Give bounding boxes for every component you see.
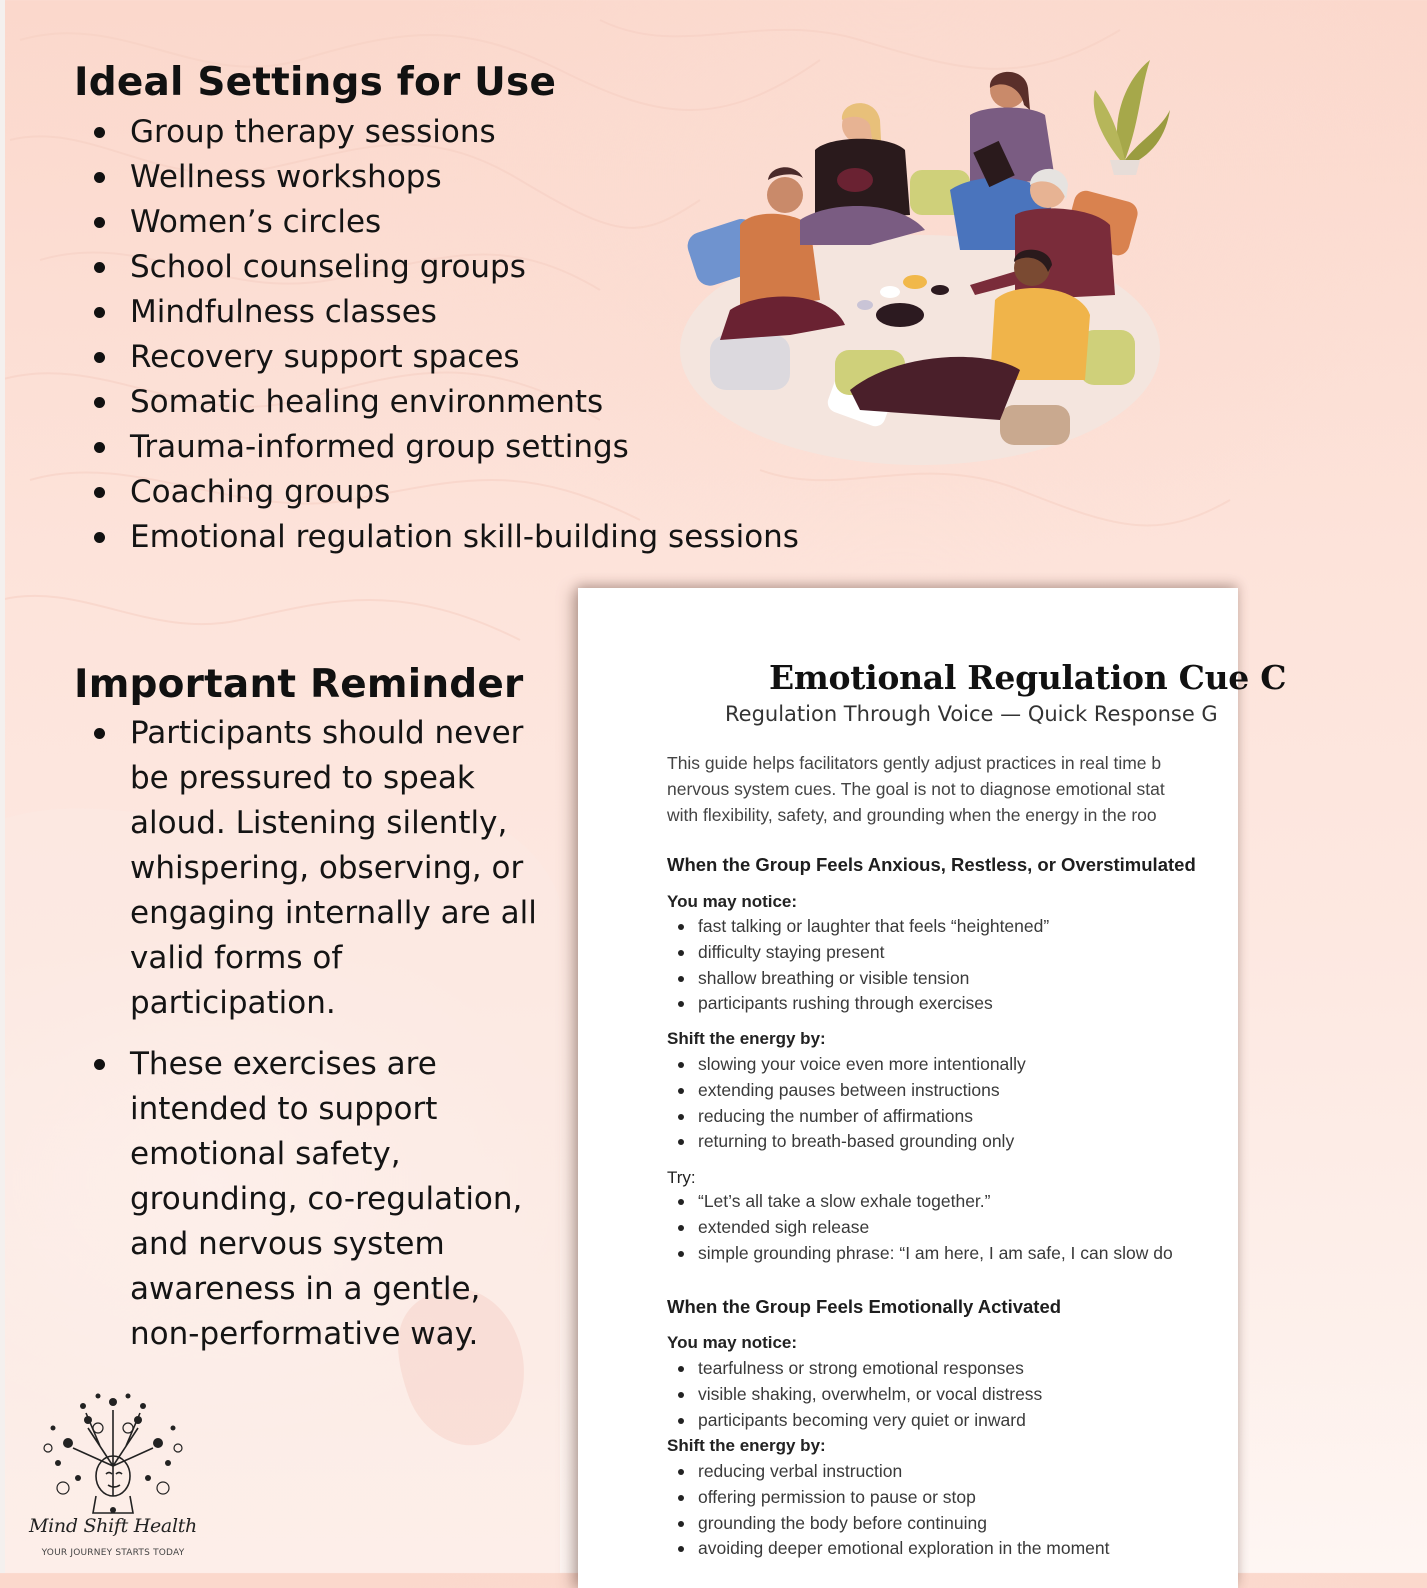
shift-list xyxy=(667,1459,1367,1562)
list-item: Trauma-informed group settings xyxy=(74,425,874,470)
intro-line: nervous system cues. The goal is not to diagnose emotional stat xyxy=(667,779,1165,799)
list-item: slowing your voice even more intentionally xyxy=(667,1052,1367,1078)
list-item: Coaching groups xyxy=(74,470,874,515)
plant-icon xyxy=(1094,60,1170,175)
group-circle-illustration xyxy=(670,50,1180,470)
document-intro xyxy=(667,750,1427,828)
section-heading: When the Group Feels Anxious, Restless, or Overstimulated xyxy=(667,854,1196,875)
shift-label: Shift the energy by: xyxy=(667,1029,826,1048)
mind-shift-health-logo xyxy=(28,1388,198,1566)
tree-head-icon xyxy=(28,1388,198,1518)
list-item: Women’s circles xyxy=(74,200,874,245)
document-preview xyxy=(578,588,1287,1588)
list-item: difficulty staying present xyxy=(667,940,1367,966)
important-reminder-heading: Important Reminder xyxy=(74,662,524,707)
logo-tagline: YOUR JOURNEY STARTS TODAY xyxy=(41,1548,185,1558)
shift-label: Shift the energy by: xyxy=(667,1436,826,1455)
list-item: tearfulness or strong emotional responses xyxy=(667,1356,1367,1382)
intro-line: This guide helps facilitators gently adjust practices in real time b xyxy=(667,753,1162,773)
list-item: visible shaking, overwhelm, or vocal distress xyxy=(667,1382,1367,1408)
list-item: These exercises are intended to support emotional safety, grounding, co-regulation, and nervous system awareness in a gentle, non-performative way. xyxy=(74,1042,544,1357)
document-title: Emotional Regulation Cue C xyxy=(769,658,1287,697)
list-item: returning to breath-based grounding only xyxy=(667,1129,1367,1155)
page-left-edge xyxy=(0,0,5,1573)
list-item: “Let’s all take a slow exhale together.” xyxy=(667,1189,1367,1215)
logo-name: Mind Shift Health xyxy=(29,1515,197,1537)
list-item: extended sigh release xyxy=(667,1215,1367,1241)
list-item: grounding the body before continuing xyxy=(667,1511,1367,1537)
notice-label: You may notice: xyxy=(667,892,798,911)
list-item: participants rushing through exercises xyxy=(667,991,1367,1017)
list-item: simple grounding phrase: “I am here, I am safe, I can slow do xyxy=(667,1241,1367,1267)
important-reminder-list xyxy=(74,711,544,1373)
list-item: Mindfulness classes xyxy=(74,290,874,335)
list-item: Somatic healing environments xyxy=(74,380,874,425)
intro-line: with flexibility, safety, and grounding when the energy in the roo xyxy=(667,805,1157,825)
try-list xyxy=(667,1189,1367,1266)
list-item: offering permission to pause or stop xyxy=(667,1485,1367,1511)
list-item: extending pauses between instructions xyxy=(667,1078,1367,1104)
notice-list xyxy=(667,914,1367,1017)
document-subtitle: Regulation Through Voice — Quick Response G xyxy=(725,702,1218,726)
try-label: Try: xyxy=(667,1168,696,1187)
list-item: Recovery support spaces xyxy=(74,335,874,380)
list-item: shallow breathing or visible tension xyxy=(667,966,1367,992)
list-item: Participants should never be pressured to speak aloud. Listening silently, whispering, observing, or engaging internally are all valid forms of participation. xyxy=(74,711,544,1026)
shift-list xyxy=(667,1052,1367,1155)
list-item: reducing verbal instruction xyxy=(667,1459,1367,1485)
list-item: avoiding deeper emotional exploration in the moment xyxy=(667,1536,1367,1562)
list-item: reducing the number of affirmations xyxy=(667,1104,1367,1130)
list-item: Emotional regulation skill-building sessions xyxy=(74,515,874,560)
list-item: Group therapy sessions xyxy=(74,110,874,155)
notice-list xyxy=(667,1356,1367,1433)
list-item: School counseling groups xyxy=(74,245,874,290)
list-item: participants becoming very quiet or inward xyxy=(667,1408,1367,1434)
list-item: fast talking or laughter that feels “heightened” xyxy=(667,914,1367,940)
section-heading: When the Group Feels Emotionally Activated xyxy=(667,1296,1062,1317)
ideal-settings-heading: Ideal Settings for Use xyxy=(74,60,557,105)
notice-label: You may notice: xyxy=(667,1333,798,1352)
list-item: Wellness workshops xyxy=(74,155,874,200)
